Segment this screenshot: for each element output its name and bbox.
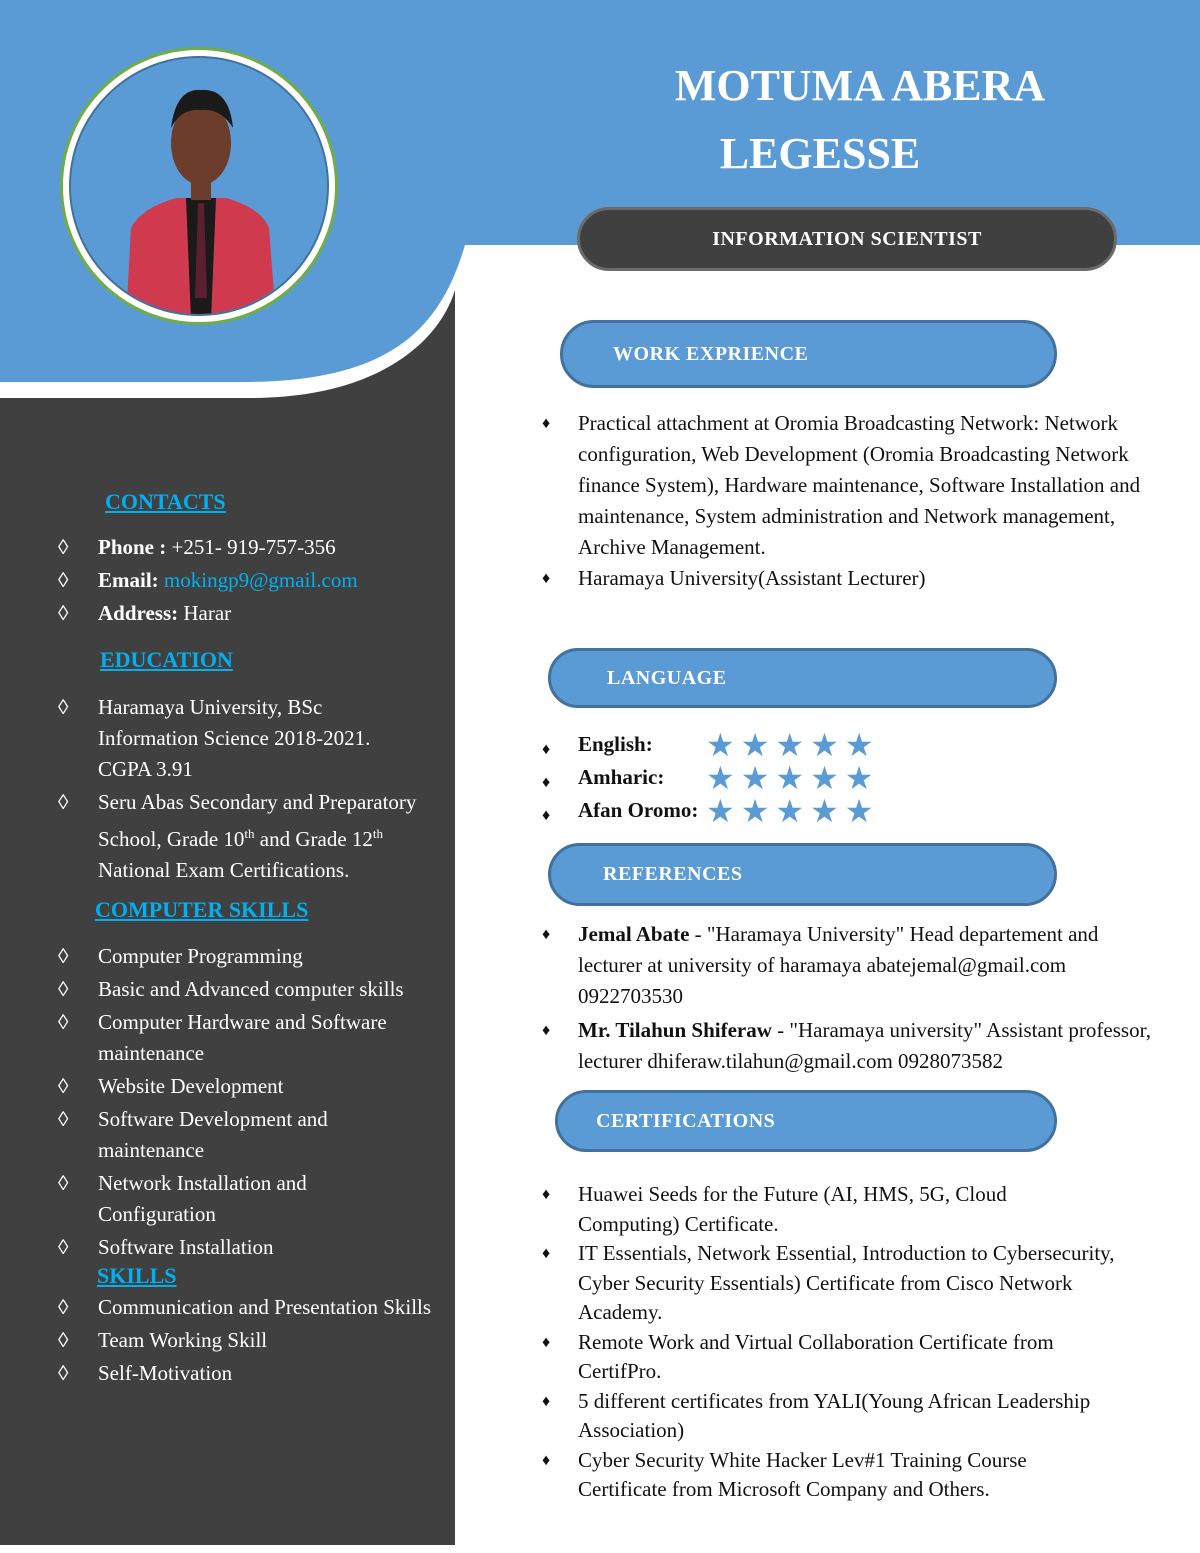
list-item [542,1180,1082,1239]
contacts-heading: CONTACTS [105,489,226,514]
list-item [58,692,418,785]
list-item [542,1015,1167,1077]
education-text: National Exam Certifications. [98,858,350,882]
rating-star-icon: ★ [706,726,735,763]
skill-text: Self-Motivation [98,1361,233,1385]
list-item [58,941,448,972]
work-text: Practical attachment at Oromia Broadcasting Network: Network configuration, Web Development (Oromia Broadcasting Network finance System), Hardware maintenance, Software Installation and maintenance, System administration and Network management, Archive Management. [578,411,1146,559]
certification-text: IT Essentials, Network Essential, Introduction to Cybersecurity, Cyber Security Essentials) Certificate from Cisco Network Academy. [578,1241,1115,1324]
diamond-bullet-icon: ♦ [542,926,551,943]
rating-star-icon: ★ [810,792,839,829]
skill-text: Software Development and maintenance [98,1107,328,1162]
list-item [542,1387,1172,1446]
section-title: CERTIFICATIONS [596,1109,776,1132]
superscript: th [244,826,255,841]
diamond-bullet-icon: ◊ [58,1010,69,1034]
rating-star-icon: ★ [740,759,770,796]
education-heading: EDUCATION [100,647,233,672]
rating-star-icon: ★ [706,759,735,796]
diamond-bullet-icon: ♦ [542,741,551,758]
name-line-1: MOTUMA ABERA [674,61,1046,110]
skill-text: Software Installation [98,1235,274,1259]
address-value: Harar [183,601,232,625]
diamond-bullet-icon: ◊ [58,1107,69,1131]
rating-star-icon: ★ [844,792,874,829]
skill-text: Computer Hardware and Software maintenance [98,1010,387,1065]
address-label: Address: [98,601,179,625]
rating-star-icon: ★ [810,726,839,763]
email-link[interactable]: mokingp9@gmail.com [163,568,358,592]
diamond-bullet-icon: ◊ [58,601,69,625]
language-name: Afan Oromo: [578,798,699,822]
certifications-heading [555,1090,1057,1152]
certification-text: Remote Work and Virtual Collaboration Certificate from CertifPro. [578,1329,1054,1383]
diamond-bullet-icon: ◊ [58,535,69,559]
section-title: WORK EXPRIENCE [613,342,809,365]
list-item [58,1325,438,1356]
superscript: th [372,826,384,841]
list-item [542,919,1167,1012]
section-title: LANGUAGE [607,666,727,689]
skill-text: Computer Programming [98,944,303,968]
work-experience-heading [560,320,1057,388]
list-item [542,408,1162,563]
work-text: Haramaya University(Assistant Lecturer) [578,566,926,590]
rating-star-icon: ★ [740,726,770,763]
diamond-bullet-icon: ♦ [542,1451,551,1469]
list-item [542,563,1162,594]
diamond-bullet-icon: ♦ [542,415,551,432]
diamond-bullet-icon: ◊ [58,1328,69,1352]
rating-star-icon: ★ [740,792,770,829]
job-title: INFORMATION SCIENTIST [712,227,982,250]
list-item [58,532,458,563]
list-item [58,1104,378,1166]
diamond-bullet-icon: ◊ [58,977,69,1001]
profile-photo [60,47,338,325]
rating-star-icon: ★ [775,759,805,796]
diamond-bullet-icon: ◊ [58,695,69,719]
computer-skills-heading: COMPUTER SKILLS [95,897,309,922]
skills-list [58,1292,438,1391]
rating-star-icon: ★ [844,759,874,796]
language-name: Amharic: [578,765,665,789]
rating-star-icon: ★ [810,759,839,796]
language-name: English: [578,732,653,756]
list-item [58,1071,448,1102]
email-label: Email: [98,568,159,592]
section-title: REFERENCES [603,863,743,885]
job-title-badge [577,207,1117,271]
certification-text: Cyber Security White Hacker Lev#1 Training Course Certificate from Microsoft Company and Others. [578,1447,1027,1501]
skill-text: Basic and Advanced computer skills [98,977,404,1001]
education-list [58,692,458,888]
computer-skills-list [58,941,448,1265]
diamond-bullet-icon: ♦ [542,1333,551,1351]
diamond-bullet-icon: ◊ [58,1235,69,1259]
language-list [542,728,1167,827]
skill-text: Website Development [98,1074,284,1098]
list-item [58,1292,438,1323]
list-item [542,1239,1152,1328]
skill-text: Network Installation and Configuration [98,1171,307,1226]
certification-text: Huawei Seeds for the Future (AI, HMS, 5G, Cloud Computing) Certificate. [578,1182,1007,1236]
phone-label: Phone : [98,535,167,559]
reference-name: Jemal Abate [578,922,690,946]
contacts-list [58,532,458,631]
skill-text: Team Working Skill [98,1328,268,1352]
person-portrait-icon [71,58,329,316]
list-item [58,974,448,1005]
diamond-bullet-icon: ◊ [58,1074,69,1098]
list-item [58,1168,358,1230]
language-row [542,761,1167,794]
diamond-bullet-icon: ◊ [58,568,69,592]
work-list [542,408,1162,594]
diamond-bullet-icon: ♦ [542,774,551,791]
certifications-list [542,1180,1172,1505]
list-item [542,1328,1142,1387]
skill-text: Communication and Presentation Skills [98,1295,432,1319]
reference-name: Mr. Tilahun Shiferaw [578,1018,772,1042]
list-item [58,1358,438,1389]
diamond-bullet-icon: ♦ [542,807,551,824]
diamond-bullet-icon: ◊ [58,1361,69,1385]
education-item: Haramaya University, BSc Information Science 2018-2021. CGPA 3.91 [98,695,371,781]
diamond-bullet-icon: ♦ [542,1186,551,1203]
list-item [58,1007,448,1069]
diamond-bullet-icon: ♦ [542,1022,551,1039]
list-item [58,598,458,629]
skills-heading: SKILLS [97,1263,177,1288]
list-item [58,1232,448,1263]
references-list [542,919,1167,1077]
diamond-bullet-icon: ◊ [58,944,69,968]
diamond-bullet-icon: ♦ [542,570,551,587]
phone-value: +251- 919-757-356 [171,535,336,559]
diamond-bullet-icon: ◊ [58,1295,69,1319]
rating-star-icon: ★ [844,726,874,763]
language-heading [548,648,1057,708]
name-line-2: LEGESSE [719,129,921,178]
reference-detail: - "Haramaya university" Assistant professor, lecturer dhiferaw.tilahun@gmail.com 0928073582 [578,1018,1151,1073]
education-text: Seru Abas Secondary and Preparatory School, Grade 10 [98,790,417,851]
rating-star-icon: ★ [775,792,805,829]
education-text: and Grade 12 [254,827,373,851]
references-heading [548,843,1057,906]
diamond-bullet-icon: ♦ [542,1392,551,1410]
reference-detail: - "Haramaya University" Head departement and lecturer at university of haramaya abatejemal@gmail.com 0922703530 [578,922,1099,1008]
diamond-bullet-icon: ◊ [58,1171,69,1195]
list-item [542,1446,1102,1505]
rating-star-icon: ★ [775,726,805,763]
diamond-bullet-icon: ♦ [542,1245,551,1262]
diamond-bullet-icon: ◊ [58,790,69,814]
language-row [542,728,1167,761]
list-item [58,787,458,886]
list-item [58,565,458,596]
certification-text: 5 different certificates from YALI(Young African Leadership Association) [578,1388,1091,1442]
language-row [542,794,1167,827]
rating-star-icon: ★ [706,792,735,829]
